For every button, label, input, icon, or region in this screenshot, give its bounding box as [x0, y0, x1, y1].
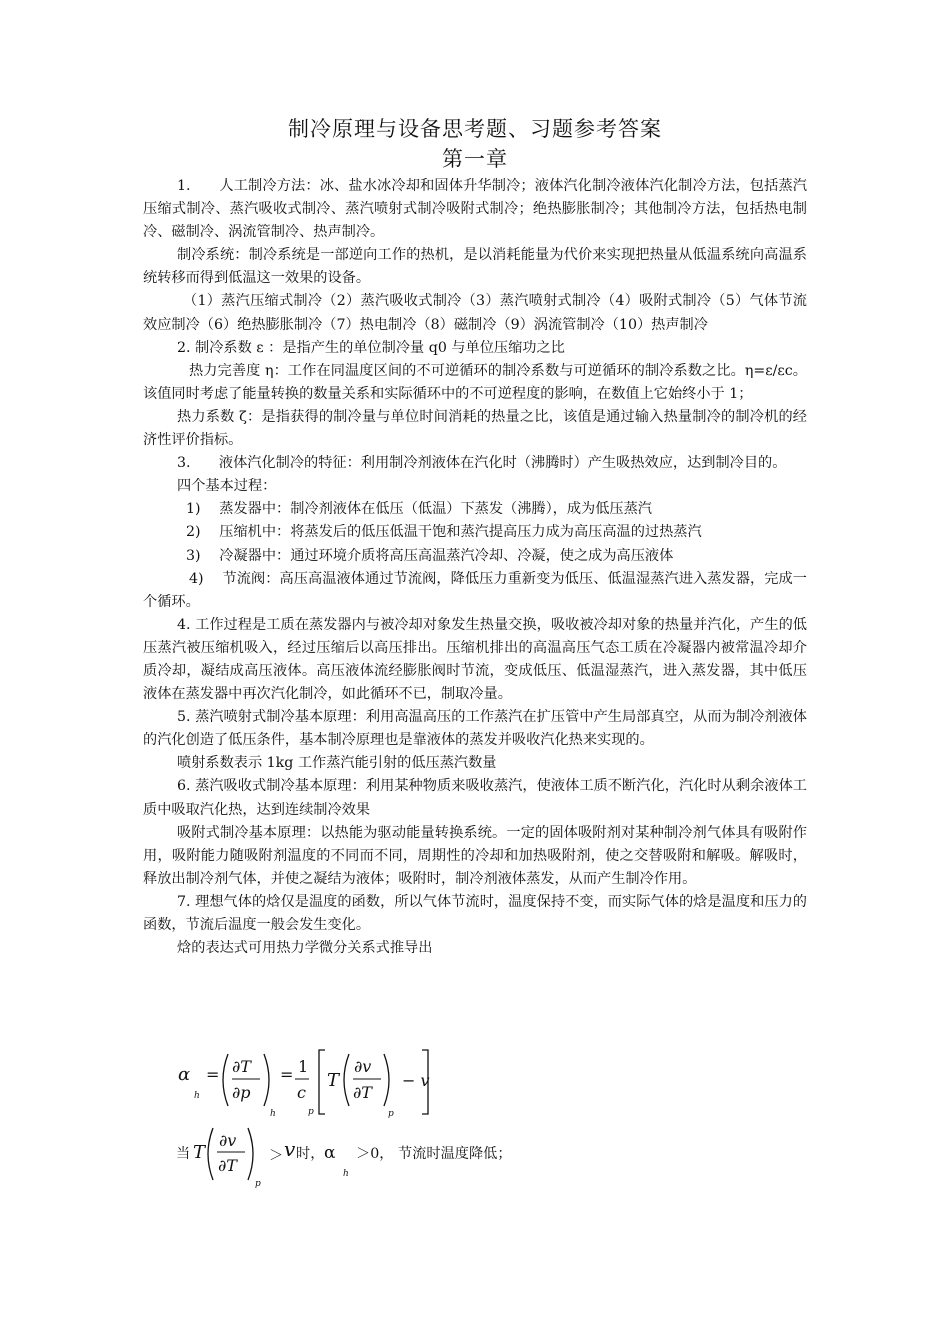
paren-left — [223, 1054, 228, 1106]
greater-zero: ＞0， — [356, 1146, 394, 1162]
paragraph-10: 5. 蒸汽喷射式制冷基本原理：利用高温高压的工作蒸汽在扩压管中产生局部真空，从而为制冷剂液体的汽化创造了低压条件，基本制冷原理也是靠液体的蒸发并吸收汽化热来实现的。 — [143, 709, 807, 749]
paragraph-1: 1. 人工制冷方法：冰、盐水冰冷却和固体升华制冷；液体汽化制冷液体汽化制冷方法，包括蒸汽压缩式制冷、蒸汽吸收式制冷、蒸汽喷射式制冷吸附式制冷；绝热膨胀制冷；其他制冷方法，包括热电制冷、磁制冷、涡流管制冷、热声制冷。 — [143, 178, 807, 241]
numerator-dT: ∂T — [232, 1057, 251, 1076]
list-item-4: 4) 节流阀：高压高温液体通过节流阀，降低压力重新变为低压、低温湿蒸汽进入蒸发器，完成一个循环。 — [143, 570, 807, 610]
subscript-h-3: h — [343, 1169, 349, 1179]
paragraph-11: 喷射系数表示 1kg 工作蒸汽能引射的低压蒸汽数量 — [177, 755, 497, 772]
paren-left-3 — [208, 1128, 213, 1180]
enthalpy-formula — [176, 1042, 476, 1122]
alpha-symbol-2: α — [324, 1143, 336, 1163]
equals-sign-2: = — [280, 1065, 294, 1084]
symbol-T: T — [327, 1070, 340, 1091]
paragraph-3: （1）蒸汽压缩式制冷（2）蒸汽吸收式制冷（3）蒸汽喷射式制冷（4）吸附式制冷（5）气体节流效应制冷（6）绝热膨胀制冷（7）热电制冷（8）磁制冷（9）涡流管制冷（10）热声制冷 — [143, 293, 807, 333]
minus-v: − v — [402, 1071, 430, 1090]
paragraph-4: 2. 制冷系数 ε ：是指产生的单位制冷量 q0 与单位压缩功之比 — [177, 339, 565, 356]
paragraph-15: 焓的表达式可用热力学微分关系式推导出 — [177, 940, 433, 957]
subscript-p-3: p — [255, 1179, 261, 1188]
list-item-1: 1) 蒸发器中：制冷剂液体在低压（低温）下蒸发（沸腾），成为低压蒸汽 — [186, 501, 652, 518]
paren-right — [264, 1054, 269, 1106]
paragraph-2: 制冷系统：制冷系统是一部逆向工作的热机，是以消耗能量为代价来实现把热量从低温系统向高温系统转移而得到低温这一效果的设备。 — [143, 247, 807, 287]
when-text: 当 — [176, 1146, 191, 1162]
symbol-v: v — [284, 1137, 296, 1161]
denominator-dT-2: ∂T — [218, 1156, 237, 1175]
alpha-symbol: α — [178, 1064, 191, 1085]
denominator-c: c — [297, 1083, 306, 1102]
list-item-3: 3) 冷凝器中：通过环境介质将高压高温蒸汽冷却、冷凝，使之成为高压液体 — [186, 547, 674, 564]
denominator-dT: ∂T — [353, 1083, 372, 1102]
numerator-one: 1 — [298, 1057, 309, 1076]
greater-than: ＞ — [269, 1148, 284, 1164]
paragraph-6: 热力系数 ζ：是指获得的制冷量与单位时间消耗的热量之比，该值是通过输入热量制冷的制冷机的经济性评价指标。 — [143, 408, 807, 449]
paragraph-13: 吸附式制冷基本原理：以热能为驱动能量转换系统。一定的固体吸附剂对某种制冷剂气体具有吸附作用，吸附能力随吸附剂温度的不同而不同，周期性的冷却和加热吸附剂，使之交替吸附和解吸。解吸时，释放出制冷剂气体，并使之凝结为液体；吸附时，制冷剂液体蒸发，从而产生制冷作用。 — [143, 824, 807, 887]
paren-right-3 — [248, 1128, 253, 1180]
paragraph-8: 四个基本过程： — [177, 478, 277, 495]
shi-text: 时， — [296, 1146, 325, 1162]
subscript-h: h — [194, 1091, 200, 1101]
numerator-dv: ∂v — [354, 1057, 372, 1076]
subscript-h-2: h — [270, 1109, 276, 1119]
condition-formula — [176, 1124, 576, 1188]
paragraph-9: 4. 工作过程是工质在蒸发器内与被冷却对象发生热量交换，吸收被冷却对象的热量并汽化，产生的低压蒸汽被压缩机吸入，经过压缩后以高压排出。压缩机排出的高温高压气态工质在冷凝器内被常温冷却介质冷却，凝结成高压液体。高压液体流经膨胀阀时节流，变成低压、低温湿蒸汽，进入蒸发器，其中低压液体在蒸发器中再次汽化制冷，如此循环不已，制取冷量。 — [143, 616, 807, 703]
paragraph-12: 6. 蒸汽吸收式制冷基本原理：利用某种物质来吸收蒸汽，使液体工质不断汽化，汽化时从剩余液体工质中吸取汽化热，达到连续制冷效果 — [143, 778, 807, 818]
paragraph-5: 热力完善度 η：工作在同温度区间的不可逆循环的制冷系数与可逆循环的制冷系数之比。η=ε/εc。该值同时考虑了能量转换的数量关系和实际循环中的不可逆程度的影响，在数值上它始终小于 1； — [143, 362, 807, 402]
tail-text: 节流时温度降低； — [398, 1146, 512, 1162]
subscript-p-2: p — [388, 1109, 394, 1119]
paragraph-14: 7. 理想气体的焓仅是温度的函数，所以气体节流时，温度保持不变，而实际气体的焓是温度和压力的函数，节流后温度一般会发生变化。 — [143, 893, 807, 933]
subscript-p: p — [308, 1107, 314, 1117]
chapter-heading: 第一章 — [442, 147, 508, 171]
paren-right-2 — [384, 1054, 389, 1106]
equals-sign: = — [206, 1065, 220, 1084]
paragraph-7: 3. 液体汽化制冷的特征：利用制冷剂液体在汽化时（沸腾时）产生吸热效应，达到制冷目的。 — [177, 455, 787, 472]
document-body — [143, 175, 807, 960]
denominator-dp: ∂p — [232, 1083, 251, 1102]
document-title: 制冷原理与设备思考题、习题参考答案 — [288, 117, 662, 141]
list-item-2: 2) 压缩机中：将蒸发后的低压低温干饱和蒸汽提高压力成为高压高温的过热蒸汽 — [186, 524, 702, 541]
bracket-left — [319, 1050, 325, 1114]
paren-left-2 — [344, 1054, 349, 1106]
numerator-dv-2: ∂v — [219, 1131, 237, 1150]
symbol-T-2: T — [193, 1142, 206, 1163]
